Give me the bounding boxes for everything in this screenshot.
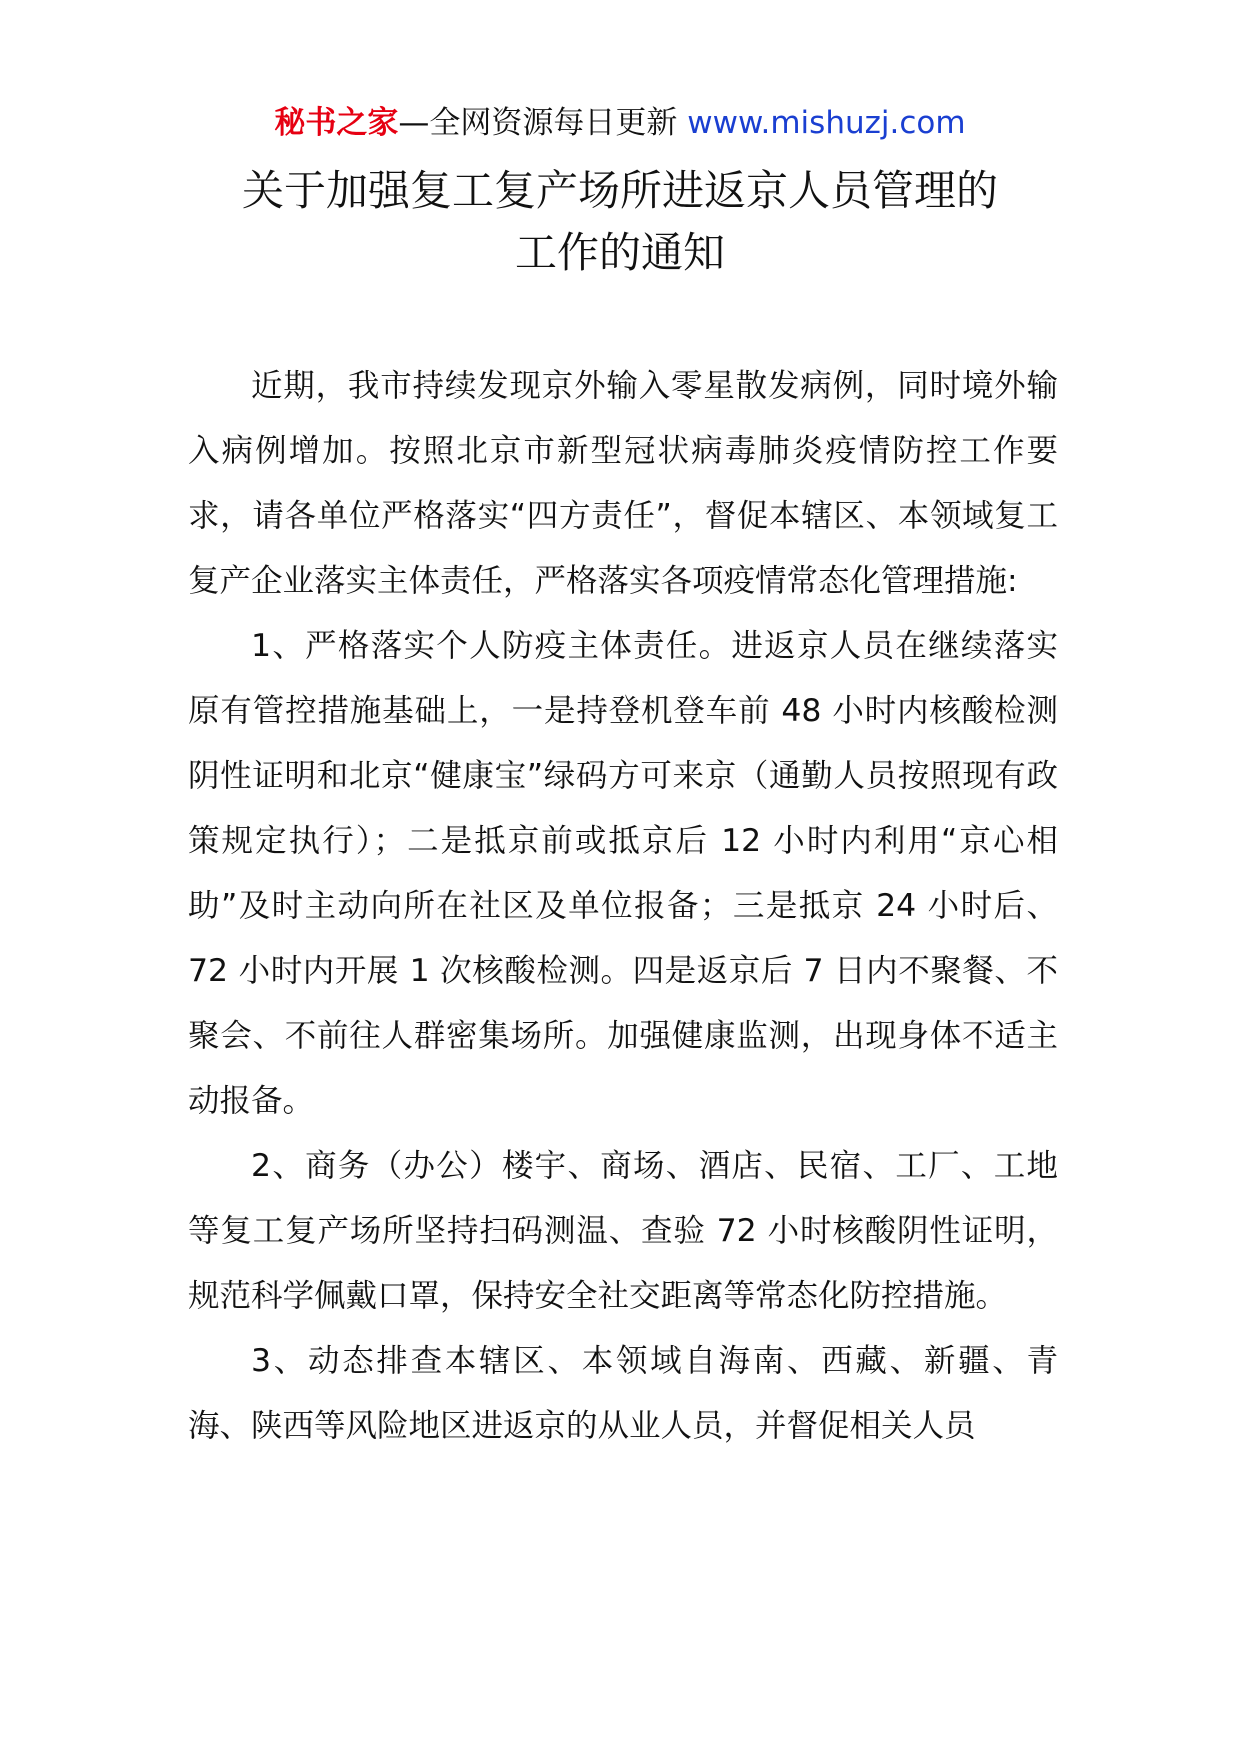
title-line-1: 关于加强复工复产场所进返京人员管理的 xyxy=(241,166,998,215)
document-body xyxy=(188,354,1058,1459)
header-slogan: —全网资源每日更新 xyxy=(398,105,688,141)
paragraph-intro: 近期，我市持续发现京外输入零星散发病例，同时境外输入病例增加。按照北京市新型冠状病毒肺炎疫情防控工作要求，请各单位严格落实“四方责任”，督促本辖区、本领域复工复产企业落实主体责任，严格落实各项疫情常态化管理措施: xyxy=(188,368,1058,599)
paragraph-item-1: 1、严格落实个人防疫主体责任。进返京人员在继续落实原有管控措施基础上，一是持登机登车前 48 小时内核酸检测阴性证明和北京“健康宝”绿码方可来京（通勤人员按照现有政策规定执行）；二是抵京前或抵京后 12 小时内利用“京心相助”及时主动向所在社区及单位报备；三是抵京 24 小时后、72 小时内开展 1 次核酸检测。四是返京后 7 日内不聚餐、不聚会、不前往人群密集场所。加强健康监测，出现身体不适主动报备。 xyxy=(188,628,1058,1119)
paragraph-item-2: 2、商务（办公）楼宇、商场、酒店、民宿、工厂、工地等复工复产场所坚持扫码测温、查验 72 小时核酸阴性证明，规范科学佩戴口罩，保持安全社交距离等常态化防控措施。 xyxy=(188,1148,1058,1314)
title-line-2: 工作的通知 xyxy=(514,228,725,277)
brand-name: 秘书之家 xyxy=(274,105,399,141)
document-title xyxy=(140,160,1100,284)
site-header-banner xyxy=(0,98,1240,148)
site-url-link[interactable]: www.mishuzj.com xyxy=(687,105,966,141)
paragraph-item-3: 3、动态排查本辖区、本领域自海南、西藏、新疆、青海、陕西等风险地区进返京的从业人员，并督促相关人员 xyxy=(188,1343,1058,1444)
